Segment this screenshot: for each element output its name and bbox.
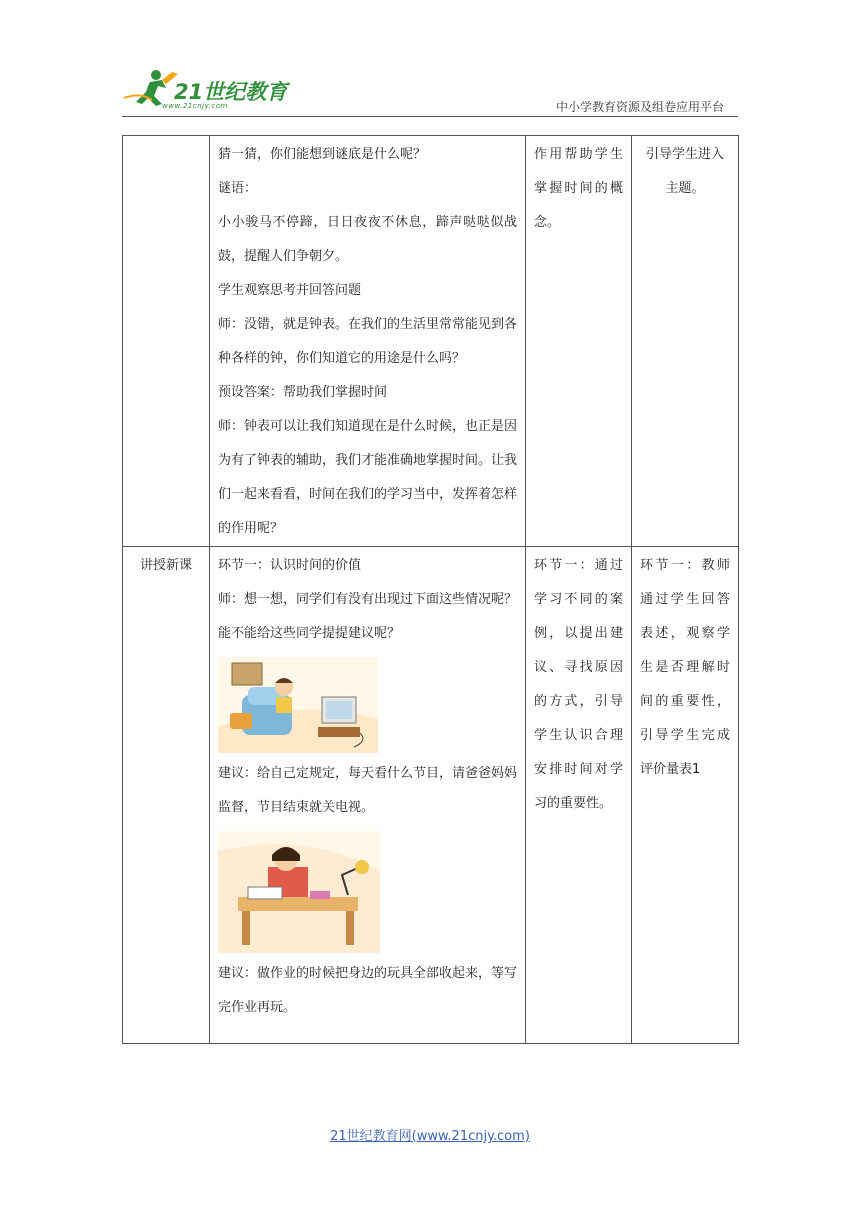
intent-cell: 作用帮助学生掌握时间的概念。 bbox=[526, 136, 632, 547]
footer-link[interactable]: 21世纪教育网(www.21cnjy.com) bbox=[330, 1129, 530, 1144]
page-footer bbox=[0, 1125, 860, 1144]
page-header bbox=[122, 66, 738, 118]
lesson-plan-table bbox=[122, 135, 739, 1044]
suggestion-text: 建议：给自己定规定，每天看什么节目，请爸爸妈妈监督，节目结束就关电视。 bbox=[218, 766, 518, 815]
content-cell bbox=[210, 547, 526, 1044]
header-divider bbox=[122, 116, 738, 117]
teacher-line: 师：想一想，同学们有没有出现过下面这些情况呢？能不能给这些同学提提建议呢？ bbox=[218, 592, 518, 641]
intent-cell: 环节一：通过学习不同的案例，以提出建议、寻找原因的方式，引导学生认识合理安排时间对学习的重要性。 bbox=[526, 547, 632, 1044]
teacher-line: 师：没错，就是钟表。在我们的生活里常常能见到各种各样的钟，你们知道它的用途是什么吗？ bbox=[218, 317, 518, 366]
table-row bbox=[123, 136, 739, 547]
girl-doing-homework-illustration bbox=[218, 831, 380, 953]
logo-title: 21世纪教育 bbox=[174, 80, 288, 104]
guide-cell: 环节一：教师通过学生回答表述，观察学生是否理解时间的重要性，引导学生完成评价量表1 bbox=[632, 547, 739, 1044]
suggestion-text: 建议：做作业的时候把身边的玩具全部收起来，等写完作业再玩。 bbox=[218, 966, 518, 1015]
guide-cell: 引导学生进入主题。 bbox=[632, 136, 739, 547]
content-line: 学生观察思考并回答问题 bbox=[218, 283, 362, 298]
content-line: 谜语： bbox=[218, 181, 258, 196]
section-title: 环节一：认识时间的价值 bbox=[218, 558, 362, 573]
teacher-line: 师：钟表可以让我们知道现在是什么时候，也正是因为有了钟表的辅助，我们才能准确地掌握时间。让我们一起来看看，时间在我们的学习当中，发挥着怎样的作用呢？ bbox=[218, 419, 518, 536]
logo bbox=[122, 66, 292, 118]
riddle-text: 小小骏马不停蹄，日日夜夜不休息，蹄声哒哒似战鼓，提醒人们争朝夕。 bbox=[218, 215, 517, 264]
stage-cell bbox=[123, 136, 210, 547]
stage-cell: 讲授新课 bbox=[123, 547, 210, 1044]
logo-url: www.21cnjy.com bbox=[162, 102, 228, 110]
boy-watching-tv-illustration bbox=[218, 657, 378, 753]
content-line: 猜一猜，你们能想到谜底是什么呢？ bbox=[218, 147, 427, 162]
content-cell bbox=[210, 136, 526, 547]
platform-name: 中小学教育资源及组卷应用平台 bbox=[555, 100, 724, 114]
preset-answer: 预设答案：帮助我们掌握时间 bbox=[218, 385, 388, 400]
table-row bbox=[123, 547, 739, 1044]
